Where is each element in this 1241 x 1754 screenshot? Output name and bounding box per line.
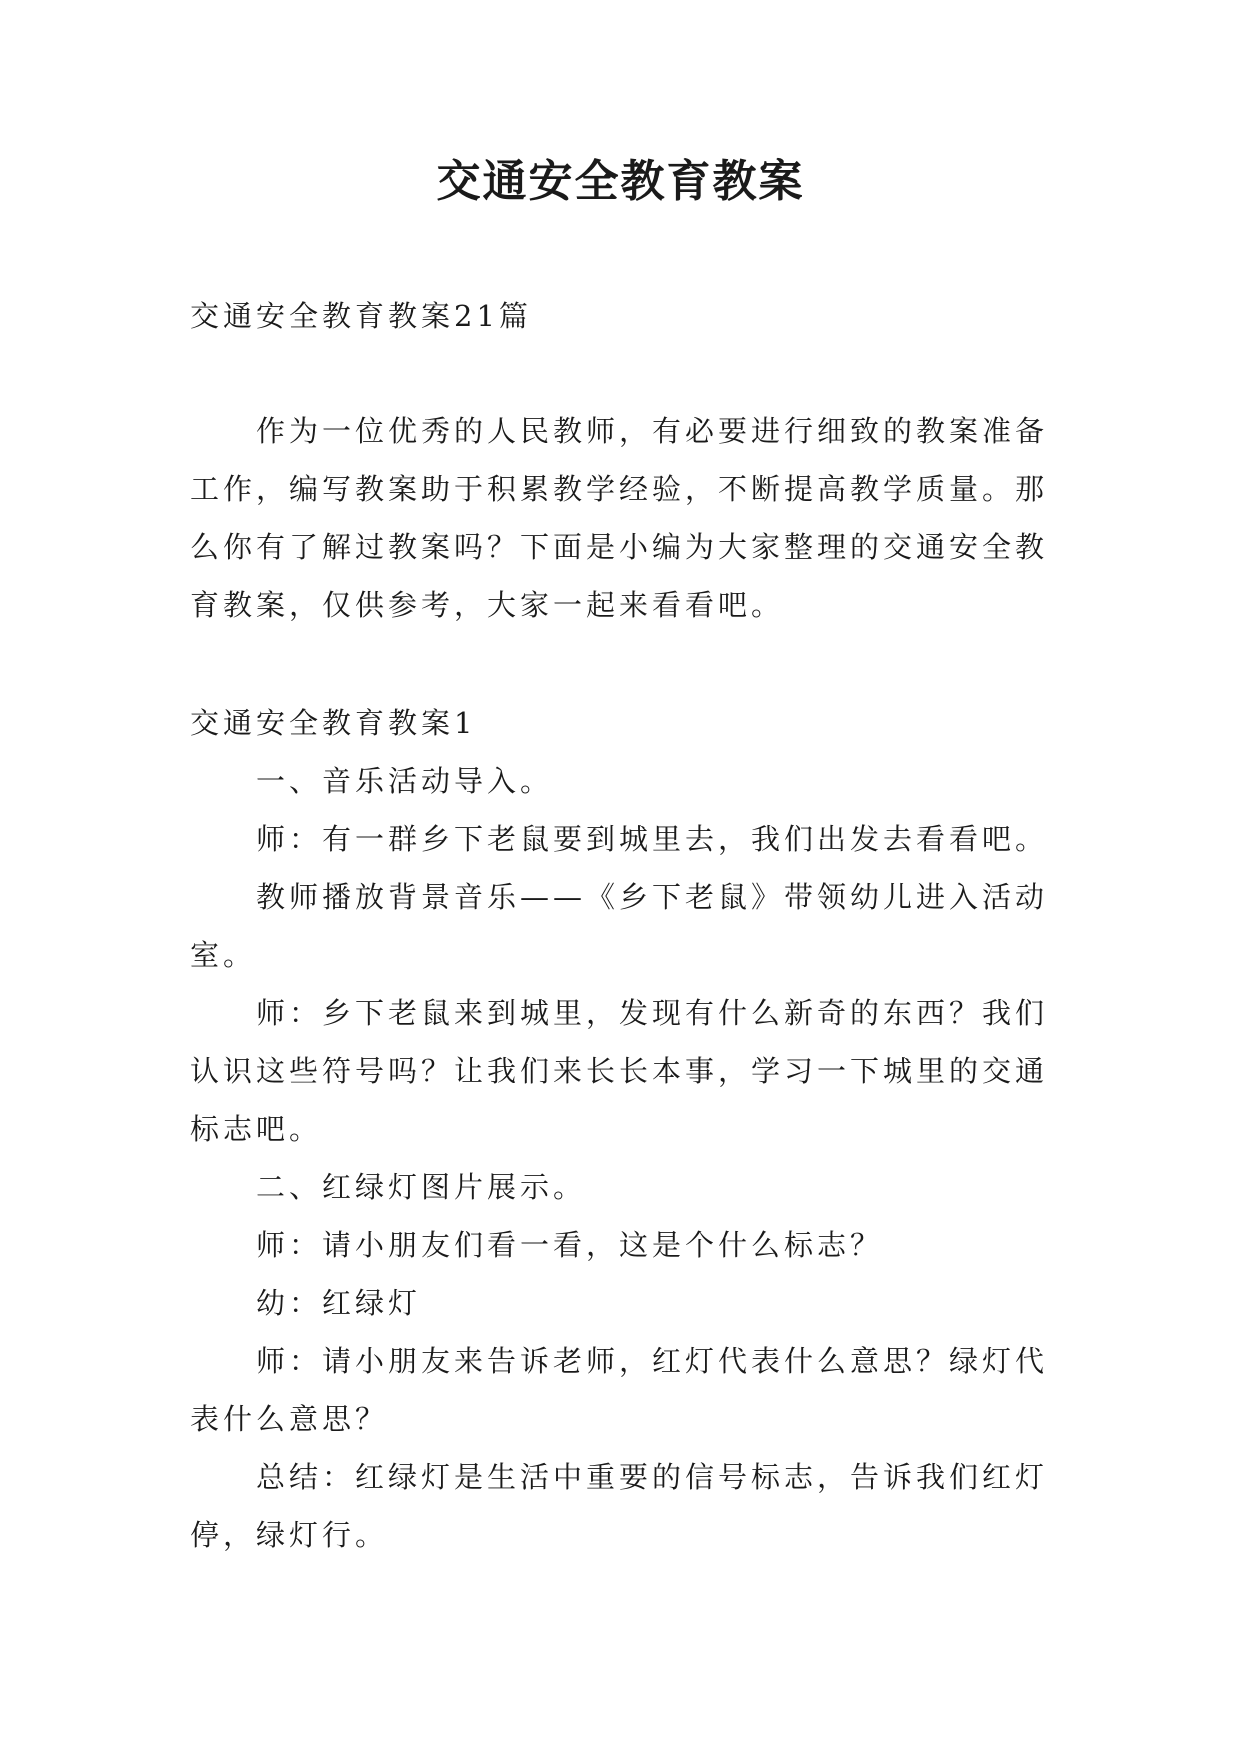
section-paragraph: 师：有一群乡下老鼠要到城里去，我们出发去看看吧。	[256, 822, 1049, 856]
intro-paragraph: 作为一位优秀的人民教师，有必要进行细致的教案准备工作，编写教案助于积累教学经验，不断提高教学质量。那么你有了解过教案吗？下面是小编为大家整理的交通安全教育教案，仅供参考，大家一起来看看吧。	[190, 414, 1049, 622]
section-paragraph: 总结：红绿灯是生活中重要的信号标志，告诉我们红灯停，绿灯行。	[190, 1460, 1049, 1552]
section-paragraph: 师：请小朋友们看一看，这是个什么标志？	[256, 1228, 884, 1262]
section-paragraph: 师：乡下老鼠来到城里，发现有什么新奇的东西？我们认识这些符号吗？让我们来长长本事，学习一下城里的交通标志吧。	[190, 996, 1049, 1146]
section-paragraph: 二、红绿灯图片展示。	[256, 1170, 587, 1204]
document-subtitle: 交通安全教育教案21篇	[190, 299, 532, 333]
document-title: 交通安全教育教案	[436, 156, 805, 207]
section-paragraph: 师：请小朋友来告诉老师，红灯代表什么意思？绿灯代表什么意思？	[190, 1344, 1049, 1436]
section-heading: 交通安全教育教案1	[190, 706, 477, 740]
section-paragraph: 教师播放背景音乐——《乡下老鼠》带领幼儿进入活动室。	[190, 880, 1049, 972]
section-body	[190, 752, 1060, 1564]
section-paragraph: 一、音乐活动导入。	[256, 764, 554, 798]
section-paragraph: 幼：红绿灯	[256, 1286, 422, 1320]
